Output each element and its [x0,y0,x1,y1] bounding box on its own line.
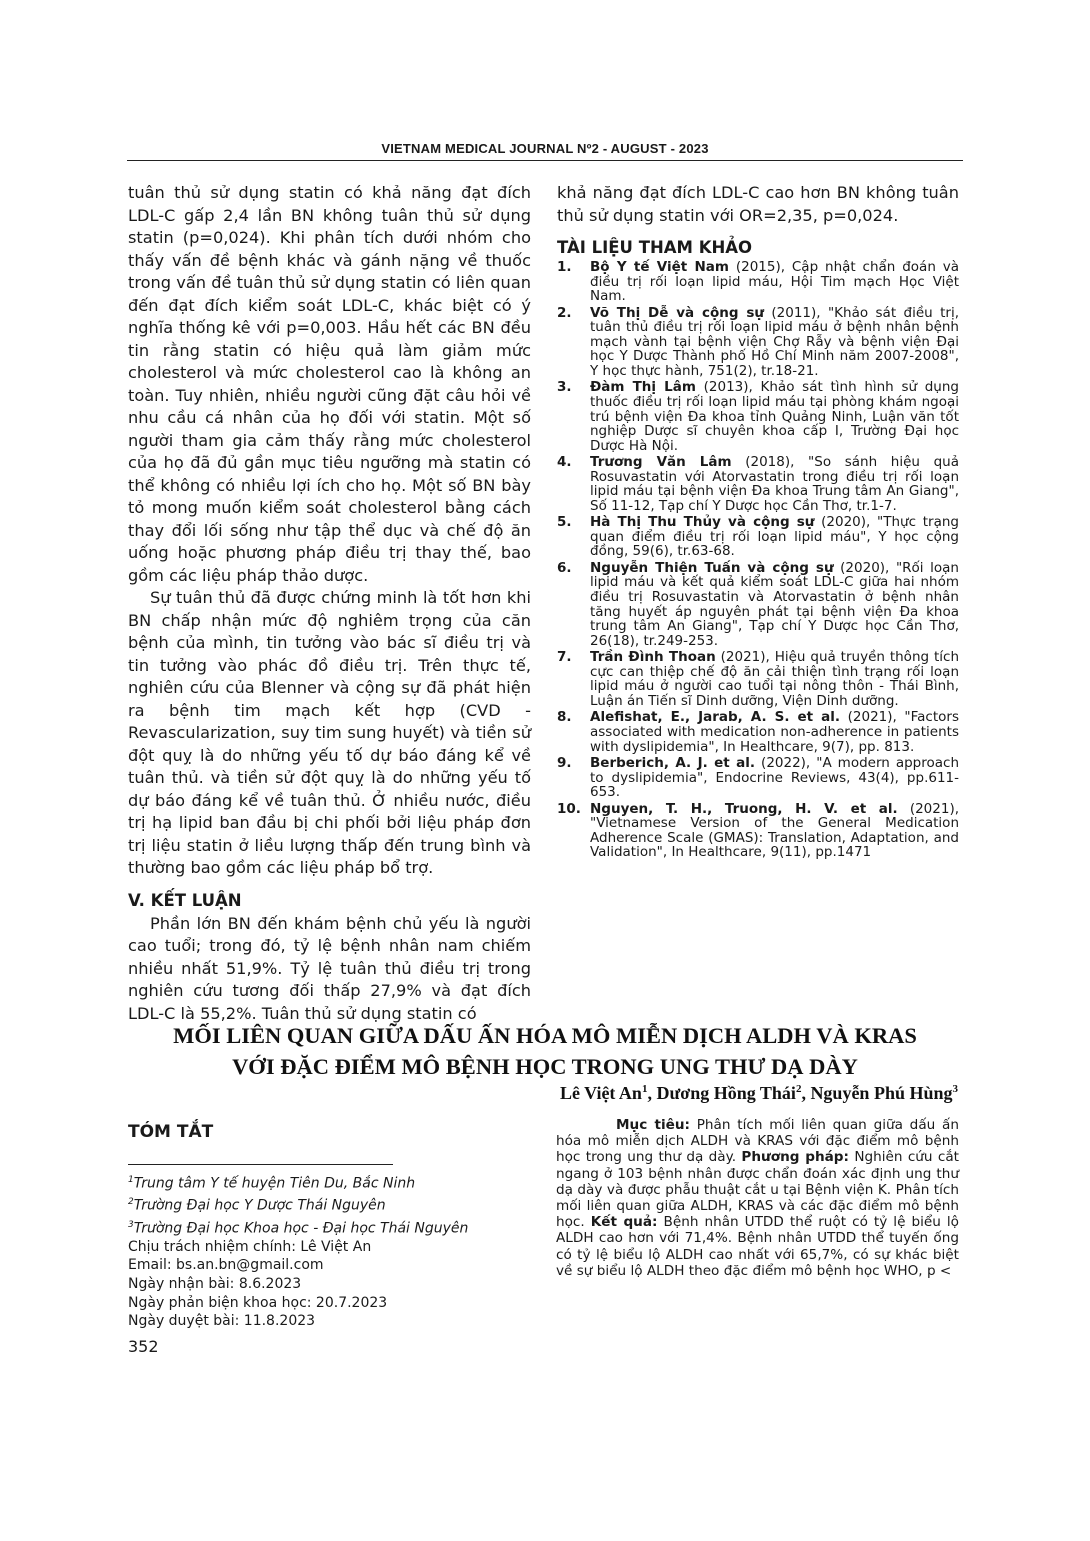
reference-number: 7. [557,649,572,666]
reference-item [557,455,959,513]
reference-text: (2018), "So sánh hiệu quả Rosuvastatin với Atorvastatin trong điều trị rối loạn lipid máu tại bệnh viện Đa khoa Trung tâm An Giang", Số 11-12, Tạp chí Y Dược học Cần Thơ, tr.1-7. [590,454,959,514]
author-affiliation-sup: 3 [952,1083,958,1095]
reference-author: Nguyen, T. H., Truong, H. V. et al. [590,800,898,817]
reference-author: Võ Thị Dễ và cộng sự [590,304,764,321]
header-rule [127,160,963,161]
author-affiliation-sup: 2 [795,1083,802,1095]
author-affiliation-sup: 1 [641,1083,648,1095]
body-paragraph-1: tuân thủ sử dụng statin có khả năng đạt đích LDL-C gấp 2,4 lần BN không tuân thủ sử dụng statin (p=0,024). Khi phân tích dưới nhóm cho thấy vấn đề bệnh khác và gánh nặng về thuốc trong vấn đề tuân thủ sử dụng statin có liên quan đến đạt đích kiểm soát LDL-C, khác biệt có ý nghĩa thống kê với p=0,003. Hầu hết các BN đều tin rằng statin có hiệu quả làm giảm mức cholesterol và mức cholesterol cao là không an toàn. Tuy nhiên, nhiều người cũng đặt câu hỏi về nhu cầu cá nhân của họ đối với statin. Một số người tham gia cảm thấy rằng mức cholesterol của họ đã đủ gần mục tiêu ngưỡng mà statin có thể không có nhiều lợi ích cho họ. Một số BN bày tỏ mong muốn kiểm soát cholesterol bằng cách thay đổi lối sống như tập thể dục và chế độ ăn uống hoặc phương pháp điều trị thay thế, bao gồm các liệu pháp thảo dược. [128,183,531,585]
reference-author: Bộ Y tế Việt Nam [590,259,729,275]
article-title-line-2: VỚI ĐẶC ĐIỂM MÔ BỆNH HỌC TRONG UNG THƯ DẠ DÀY [232,1054,858,1079]
reference-text: (2021), Hiệu quả truyền thông tích cực can thiệp chế độ ăn cải thiện tình trạng rối loạn lipid máu ở người cao tuổi tại nông thôn - Thái Bình, Luận án Tiến sĩ Dinh dưỡng, Viện Dinh dưỡng. [590,649,959,709]
abstract-label-objective: Mục tiêu: [616,1117,690,1133]
reference-author: Trương Văn Lâm [590,454,732,471]
reference-author: Trần Đình Thoan [590,649,716,666]
reference-text: (2015), Cập nhật chẩn đoán và điều trị rối loạn lipid máu, Hội Tim mạch Học Việt Nam. [590,259,960,305]
reference-number: 1. [557,259,572,275]
author-list: Lê Việt An$^1$, Dương Hồng Thái$^2$, Nguyễn Phú Hùng$^3$ [559,1083,958,1103]
references-title: TÀI LIỆU THAM KHẢO [557,238,753,257]
reference-item [557,561,959,649]
reference-item [557,515,959,559]
email-line: Email: bs.an.bn@gmail.com [128,1257,324,1274]
footnotes [128,1171,548,1331]
author-name: Dương Hồng Thái [656,1083,796,1103]
reference-number: 9. [557,754,572,771]
article-title-line-1: MỐI LIÊN QUAN GIỮA DẤU ẤN HÓA MÔ MIỄN DỊCH ALDH VÀ KRAS [173,1023,917,1048]
author-name: Lê Việt An [559,1083,642,1103]
abstract-label-results: Kết quả: [590,1214,658,1231]
reference-list [557,260,959,860]
reference-item [557,260,959,304]
reference-number: 5. [557,514,572,531]
left-column [128,182,531,1025]
body-paragraph-2: Sự tuân thủ đã được chứng minh là tốt hơn khi BN chấp nhận mức độ nghiêm trọng của căn bệnh của mình, tin tưởng vào bác sĩ điều trị và tin tưởng vào phác đồ điều trị. Trên thực tế, nghiên cứu của Blenner và cộng sự đã phát hiện ra bệnh tim mạch kết hợp (CVD - Revascularization, suy tim sung huyết) và tiền sử đột quỵ là do những yếu tố dự báo đáng kể về tuân thủ. và tiền sử đột quỵ là do những yếu tố dự báo đáng kể về tuân thủ. Ở nhiều nước, điều trị hạ lipid ban đầu bị chi phối bởi liệu pháp đơn trị liệu statin ở liều lượng thấp đến trung bình và thường bao gồm các liệu pháp bổ trợ. [128,588,531,877]
abstract-method: Nghiên cứu cắt ngang ở 103 bệnh nhân được chẩn đoán xác định ung thư dạ dày và được phẫu thuật cắt u tại Bệnh viện K. Phân tích mối liên quan giữa ALDH, KRAS và các đặc điểm mô bệnh học. [556,1149,960,1231]
abstract-heading: TÓM TẮT [128,1122,214,1142]
reference-number: 2. [557,304,572,321]
author-name: Nguyễn Phú Hùng [810,1083,953,1103]
received-date: Ngày nhận bài: 8.6.2023 [128,1275,302,1292]
reference-item [557,650,959,708]
reference-item [557,756,959,800]
abstract-results: Bệnh nhân UTDD thể ruột có tỷ lệ biểu lộ ALDH cao hơn với 71,4%. Bệnh nhân UTDD thể tuyến ống có tỷ lệ biểu lộ ALDH cao nhất với 65,7%, có sự khác biệt về sự biểu lộ ALDH theo đặc điểm mô bệnh học WHO, p < [556,1214,959,1279]
reference-text: (2011), "Khảo sát điều trị, tuân thủ điều trị rối loạn lipid máu ở bệnh nhân bệnh mạch vành tại bệnh viện Chợ Rẫy và bệnh viện Đại học Y Dược Thành phố Hồ Chí Minh năm 2007-2008", Y học thực hành, 751(2), tr.18-21. [590,304,959,379]
reference-item [557,306,959,379]
reference-number: 10. [557,800,581,817]
reference-text: (2021), "Vietnamese Version of the General Medication Adherence Scale (GMAS): Translation, Adaptation, and Validation", In Healthcare, 9(11), pp.1471 [590,800,959,861]
abstract-objective: Phân tích mối liên quan giữa dấu ấn hóa mô miễn dịch ALDH và KRAS với đặc điểm mô bệnh học trong ung thư dạ dày. [556,1117,959,1166]
affiliation-3: $^3$Trường Đại học Khoa học - Đại học Thái Nguyên [128,1219,469,1237]
page-number: 352 [128,1337,159,1356]
reference-author: Berberich, A. J. et al. [590,754,756,771]
reference-text: (2020), "Thực trạng quan điểm điều trị rối loạn lipid máu", Y học cộng đồng, 59(6), tr.63-68. [590,514,960,560]
article-title [100,1020,990,1082]
affiliation-1: $^1$Trung tâm Y tế huyện Tiên Du, Bắc Ninh [128,1175,416,1192]
journal-header: VIETNAM MEDICAL JOURNAL Nº2 - AUGUST - 2023 [381,141,709,156]
right-column [557,182,959,862]
reference-author: Hà Thị Thu Thủy và cộng sự [590,514,815,531]
reference-author: Alefishat, E., Jarab, A. S. et al. [590,709,841,726]
reference-text: (2022), "A modern approach to dyslipidemia", Endocrine Reviews, 43(4), pp.611-653. [590,754,960,801]
conclusion-paragraph: Phần lớn BN đến khám bệnh chủ yếu là người cao tuổi; trong đó, tỷ lệ bệnh nhân nam chiếm nhiều nhất 51,9%. Tỷ lệ tuân thủ điều trị trong nghiên cứu tương đối thấp 27,9% và đạt đích LDL-C là 55,2%. Tuân thủ sử dụng statin có [128,913,531,1023]
reference-text: (2013), Khảo sát tình hình sử dụng thuốc điều trị rối loạn lipid máu tại phòng khám ngoại trú bệnh viện Đa khoa tỉnh Quảng Ninh, Luận văn tốt nghiệp Dược sĩ chuyên khoa cấp I, Trường Đại học Dược Hà Nội. [590,379,959,454]
abstract-label-method: Phương pháp: [741,1149,849,1166]
reference-item [557,710,959,754]
reference-number: 4. [557,454,572,471]
reference-author: Nguyễn Thiện Tuấn và cộng sự [590,559,834,576]
footnote-rule [128,1164,393,1165]
reference-number: 3. [557,379,572,396]
reference-item [557,380,959,453]
reference-author: Đàm Thị Lâm [590,379,696,396]
conclusion-continuation: khả năng đạt đích LDL-C cao hơn BN không tuân thủ sử dụng statin với OR=2,35, p=0,024. [557,183,959,225]
abstract-text [556,1117,959,1279]
accepted-date: Ngày duyệt bài: 11.8.2023 [128,1313,316,1330]
conclusion-title: V. KẾT LUẬN [128,890,242,910]
reference-text: (2021), "Factors associated with medication non-adherence in patients with dyslipidemia", In Healthcare, 9(7), pp. 813. [590,709,959,755]
responsible-author: Chịu trách nhiệm chính: Lê Việt An [128,1238,372,1255]
reference-number: 6. [557,559,572,576]
reference-number: 8. [557,709,572,726]
review-date: Ngày phản biện khoa học: 20.7.2023 [128,1294,388,1311]
affiliation-2: $^2$Trường Đại học Y Dược Thái Nguyên [128,1197,386,1214]
reference-text: (2020), "Rối loạn lipid máu và kết quả kiểm soát LDL-C giữa hai nhóm điều trị Rosuvastatin và Atorvastatin ở bệnh nhân tăng huyết áp nguyên phát tại bệnh viện Đa khoa trung tâm An Giang", Tạp chí Y Dược học Cần Thơ, 26(18), tr.249-253. [590,559,959,649]
reference-item [557,802,959,860]
